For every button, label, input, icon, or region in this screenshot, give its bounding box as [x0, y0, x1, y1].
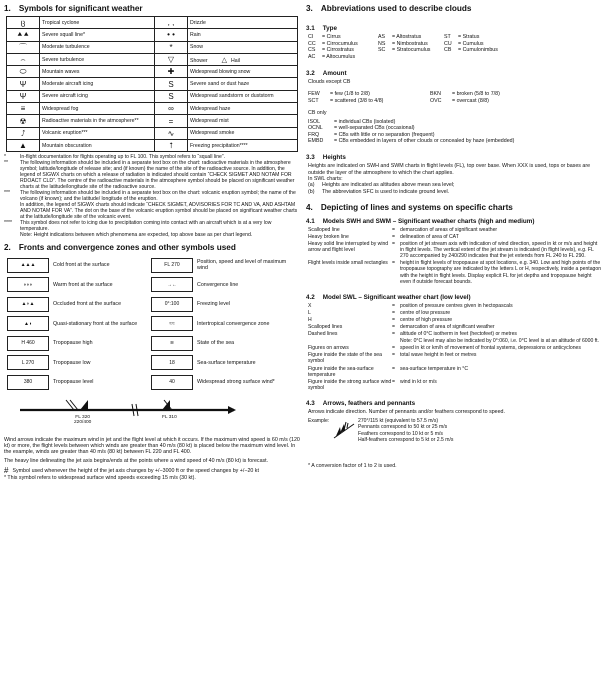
symbol-row — [7, 103, 298, 115]
mountain-obscuration-icon: ▲ — [7, 139, 40, 151]
symbol-label: Widespread smoke — [188, 127, 298, 139]
front-label: Cold front at the surface — [53, 262, 110, 269]
cloud-type-cell: = Altostratus — [392, 34, 422, 40]
front-row — [6, 294, 298, 314]
symbol-row — [7, 115, 298, 127]
front-icon-cell — [150, 353, 196, 373]
definition-cell: X — [308, 302, 312, 309]
symbol-label: Widespread mist — [188, 115, 298, 127]
front-row — [6, 353, 298, 373]
section-4-3-heading: 4.3 Arrows, feathers and pennants — [306, 399, 416, 407]
cloud-type-cell: NS — [378, 40, 386, 47]
front-icon-cell — [150, 255, 196, 275]
section-3-2-heading: 3.2 Amount — [306, 70, 347, 77]
note-text: The following information should be included in a separate text box on the chart: radioactive materials in the atmosphere symbol; latitude/longitude of release site; and (if known) the name of the site of the radioactive source. In addition, the legend of SIGWX charts on which a release of radiation is indicated should contain “CHECK SIGMET AND NOTAM FOR RDOACT CLD”. The centre of the radioactive materials in the atmosphere symbol should be placed on significant weather charts at the latitude/longitude site of the radioactive source. — [20, 160, 295, 191]
symbol-row — [7, 78, 298, 90]
widespread-sandstorm-icon: S — [155, 90, 188, 102]
symbol-row — [7, 127, 298, 139]
cb-cell: = individual CBs (isolated) — [334, 119, 396, 126]
symbol-label — [188, 53, 298, 65]
symbol-label: Severe aircraft icing — [40, 90, 155, 102]
jet-stream-diagram — [14, 396, 244, 436]
definition-cell: centre of low pressure — [400, 309, 451, 316]
front-label: Convergence line — [197, 281, 239, 288]
jet-level-1: FL 320 220/400 — [74, 414, 92, 426]
note — [4, 202, 300, 220]
cloud-type-cell: = Cirrus — [322, 34, 341, 40]
amount-intro: Clouds except CB — [308, 79, 351, 85]
definition-cell: = — [392, 345, 395, 352]
note — [4, 232, 300, 238]
definition-cell: Heavy solid line interrupted by wind arrow and flight level — [308, 241, 389, 254]
swl-list — [308, 182, 602, 195]
front-label: Intertropical convergence zone — [197, 320, 270, 327]
cloud-type-cell: = Altocumulus — [322, 53, 356, 60]
definition-cell — [308, 338, 392, 344]
section-4-heading: 4. Depicting of lines and systems on specific charts — [306, 202, 513, 212]
cb-cell: FRQ — [308, 131, 320, 138]
cloud-type-cell — [458, 54, 508, 61]
symbol-label: Drizzle — [188, 17, 298, 29]
arrow-example — [308, 418, 602, 443]
definition-cell: Figure inside the sea-surface temperature — [308, 365, 374, 378]
swl-cell: The abbreviation SFC is used to indicate ground level. — [322, 188, 450, 195]
symbol-row — [7, 17, 298, 29]
symbol-label: Widespread sandstorm or duststorm — [188, 90, 298, 102]
section-1-heading: 1. Symbols for significant weather — [4, 4, 143, 13]
definition-cell: Figures on arrows — [308, 345, 349, 352]
cloud-type-cell: AS — [378, 34, 386, 40]
definition-cell: = — [392, 316, 395, 323]
warm-front-icon: ◗◗◗ — [7, 277, 49, 292]
symbol-label: Snow — [188, 41, 298, 53]
quasi-stationary-front-icon: ▲◗ — [7, 316, 49, 331]
sea-state-icon: ≋ — [151, 336, 193, 351]
definition-cell: Figure inside the strong surface wind symbol — [308, 378, 392, 391]
front-label: Occluded front at the surface — [53, 301, 122, 308]
cb-abbreviations — [308, 119, 602, 144]
left-column — [4, 0, 300, 482]
definition-cell: = — [392, 241, 395, 248]
front-icon-cell — [150, 275, 196, 295]
definition-cell: = — [392, 302, 395, 309]
symbol-label: Freezing precipitation**** — [188, 139, 298, 151]
definition-cell: sea-surface temperature in °C — [400, 365, 469, 372]
symbol-label: Rain — [188, 29, 298, 41]
severe-turbulence-icon: ⌢ — [7, 53, 40, 65]
front-icon-cell — [6, 255, 52, 275]
definition-cell: L — [308, 309, 311, 316]
freezing-precipitation-icon: ⭡ — [155, 139, 188, 151]
front-label: Tropopause low — [53, 359, 91, 366]
amount-cell: OVC — [430, 97, 442, 104]
symbol-row — [7, 29, 298, 41]
swh-swm-definitions — [308, 227, 602, 286]
note-marker: * — [4, 154, 6, 161]
definition-cell: = — [392, 378, 395, 385]
cb-cell: ISOL — [308, 119, 321, 126]
widespread-smoke-icon: ∿ — [155, 127, 188, 139]
front-label: Quasi-stationary front at the surface — [53, 320, 138, 327]
definition-cell: Flight levels inside small rectangles — [308, 260, 388, 267]
definition-cell: altitude of 0°C isotherm in feet (hectofeet) or metres — [400, 331, 517, 338]
section-3-1-heading: 3.1 Type — [306, 25, 337, 32]
symbol-row — [7, 41, 298, 53]
note-marker: *** — [4, 190, 10, 197]
symbol-row — [7, 139, 298, 151]
amount-cell: = broken (5/8 to 7/8) — [452, 91, 500, 98]
freezing-level-icon: 0°:100 — [151, 297, 193, 312]
note-text: In-flight documentation for flights operating up to FL 100. This symbol refers to “squall line”. — [20, 154, 225, 161]
definition-cell: Heavy broken line — [308, 233, 349, 240]
front-label: Widespread strong surface wind* — [197, 379, 275, 386]
cloud-type-cell: AC — [308, 53, 316, 60]
definition-cell: delineation of area of CAT — [400, 233, 459, 240]
definition-cell: Scalloped lines — [308, 323, 343, 330]
definition-cell: position of pressure centres given in hectopascals — [400, 302, 513, 309]
definition-cell: centre of high pressure — [400, 316, 453, 323]
front-icon-cell — [6, 294, 52, 314]
cb-cell: EMBD — [308, 138, 324, 145]
symbol-label: Tropical cyclone — [40, 17, 155, 29]
arrows-text: Arrows indicate direction. Number of pennants and/or feathers correspond to speed. — [308, 408, 505, 415]
definition-cell: H — [308, 316, 312, 323]
front-label: Freezing level — [197, 301, 230, 308]
note-marker: **** — [4, 220, 12, 227]
widespread-haze-icon: ∞ — [155, 103, 188, 115]
swl-cell: Heights are indicated as altitudes above mean sea level; — [322, 182, 455, 189]
drizzle-icon: , , — [155, 17, 188, 29]
definition-cell: Scalloped line — [308, 226, 340, 233]
cloud-type-cell: = Stratocumulus — [392, 47, 431, 53]
cloud-type-cell: = Cirrocumulus — [322, 40, 358, 47]
symbol-label: Widespread haze — [188, 103, 298, 115]
wind-footnote: * This symbol refers to widespread surface wind speeds exceeding 15 m/s (30 kt). — [4, 475, 196, 482]
swl-cell: (a) — [308, 182, 315, 189]
front-row — [6, 333, 298, 353]
definition-cell: total wave height in feet or metres — [400, 352, 477, 359]
jet-change-note: # Symbol used whenever the height of the jet axis changes by +/−3000 ft or the speed changes by +/−20 kt — [4, 465, 259, 475]
front-icon-cell — [6, 333, 52, 353]
section-3-3-heading: 3.3 Heights — [306, 154, 346, 162]
definition-cell — [392, 338, 400, 344]
definition-cell: Dashed lines — [308, 331, 338, 338]
swl-definitions — [308, 303, 602, 392]
jet-example — [14, 396, 300, 436]
amount-cell: FEW — [308, 91, 320, 98]
definition-cell: = — [392, 365, 395, 372]
cloud-type-cell: = Cirrostratus — [322, 47, 354, 53]
note-marker — [4, 232, 20, 238]
severe-sand-dust-haze-icon: S — [155, 78, 188, 90]
symbol-label: Widespread fog — [40, 103, 155, 115]
itcz-icon: ≈≈ — [151, 316, 193, 331]
front-icon-cell — [150, 333, 196, 353]
front-icon-cell — [150, 372, 196, 392]
definition-cell: position of jet stream axis with indication of wind direction, speed in kt or m/s and height in flight levels. The vertical extent of the jet stream is indicated (in flight levels), e.g. FL 270 accompanied by 240/290 indicates that the jet extends from FL 240 to FL 290. — [400, 241, 598, 260]
cold-front-icon: ▲▲▲ — [7, 258, 49, 273]
strong-surface-wind-icon: 40 — [151, 375, 193, 390]
cloud-type-cell: = Nimbostratus — [392, 40, 428, 47]
definition-cell: = — [392, 260, 395, 267]
symbol-label: Mountain obscuration — [40, 139, 155, 151]
symbol-label: Severe sand or dust haze — [188, 78, 298, 90]
note — [4, 220, 300, 232]
example-label: Example: — [308, 418, 330, 425]
front-label: Tropopause level — [53, 379, 94, 386]
heights-text: Heights are indicated on SWH and SWM charts in flight levels (FL), top over base. When XXX is used, tops or bases are outside the layer of the atmosphere to which the chart applies. — [308, 163, 591, 176]
symbol-notes — [4, 154, 300, 238]
symbol-label: Severe squall line* — [40, 29, 155, 41]
definition-cell: height in flight levels of tropopause at spot locations, e.g. 340. Low and high points of the tropopause topography are indicated by the letters L or H, respectively, inside a pentagon with the height in flight levels. Display explicit FL for jet depths and tropopause height even if outside forecast bounds. — [400, 260, 602, 285]
amount-cell: = overcast (8/8) — [452, 97, 489, 104]
front-row — [6, 275, 298, 295]
swl-intro: In SWL charts: — [308, 175, 343, 182]
definition-cell: wind in kt or m/s — [400, 378, 437, 385]
severe-squall-line-icon: ⯅⯅ — [7, 29, 40, 41]
conversion-footnote: * A conversion factor of 1 to 2 is used. — [308, 463, 397, 470]
cb-only-label: CB only — [308, 109, 327, 116]
tropopause-low-icon: L 270 — [7, 355, 49, 370]
symbol-label: Volcanic eruption*** — [40, 127, 155, 139]
front-label: State of the sea — [197, 340, 235, 347]
symbol-row — [7, 90, 298, 102]
cloud-amounts — [308, 91, 602, 104]
amount-cell: = few (1/8 to 2/8) — [330, 91, 370, 98]
heavy-line-text: The heavy line delineating the jet axis begins/ends at the points where a wind speed of 40 m/s (80 kt) is forecast. — [4, 457, 269, 464]
tropopause-high-icon: H 460 — [7, 336, 49, 351]
front-label: Sea-surface temperature — [197, 359, 256, 366]
cloud-type-cell: CU — [444, 40, 452, 47]
note-text: Note: Height indications between which phenomena are expected, top above base as per chart legend. — [20, 232, 253, 239]
moderate-aircraft-icing-icon: Ψ — [7, 78, 40, 90]
tropopause-level-icon: 380 — [7, 375, 49, 390]
definition-cell: speed in kt or km/h of movement of frontal systems, depressions or anticyclones — [400, 345, 581, 352]
moderate-turbulence-icon: ⌒ — [7, 41, 40, 53]
section-3-heading: 3. Abbreviations used to describe clouds — [306, 4, 472, 13]
jet-level-2: FL 310 — [162, 414, 177, 420]
amount-cell: SCT — [308, 97, 319, 104]
cloud-type-cell: = Stratus — [458, 34, 480, 40]
example-line-4: Half-feathers correspond to 5 kt or 2.5 m/s — [358, 436, 454, 443]
cloud-type-cell: ST — [444, 34, 451, 40]
section-4-1-heading: 4.1 Models SWH and SWM – Significant weather charts (high and medium) — [306, 217, 535, 225]
front-icon-cell — [6, 314, 52, 334]
shower-icon: ▽ — [155, 53, 188, 65]
cloud-type-cell: CC — [308, 40, 316, 47]
front-icon-cell — [150, 294, 196, 314]
section-2-heading: 2. Fronts and convergence zones and other symbols used — [4, 243, 236, 253]
swl-cell: (b) — [308, 188, 315, 195]
front-icon-cell — [6, 353, 52, 373]
cloud-types — [308, 34, 602, 60]
definition-cell: = — [392, 233, 395, 240]
front-icon-cell — [6, 275, 52, 295]
front-row — [6, 372, 298, 392]
front-label: Tropopause high — [53, 340, 93, 347]
mountain-waves-icon: ⬭ — [7, 66, 40, 78]
symbol-label: Radioactive materials in the atmosphere** — [40, 115, 155, 127]
radioactive-materials-icon: ☢ — [7, 115, 40, 127]
symbol-label: Severe turbulence — [40, 53, 155, 65]
symbol-row — [7, 53, 298, 65]
note-text: This symbol does not refer to icing due to precipitation coming into contact with an aircraft which is at a very low temperature. — [20, 220, 272, 233]
definition-cell: Note: 0°C level may also be indicated by 0°:060, i.e. 0°C level is at an altitude of 6000 ft. — [400, 338, 599, 345]
symbols-table — [6, 16, 298, 152]
note-marker — [4, 202, 20, 220]
fronts-table — [6, 255, 298, 392]
symbol-label: Mountain waves — [40, 66, 155, 78]
cb-cell: = well-separated CBs (occasional) — [334, 125, 415, 132]
widespread-blowing-snow-icon: ✚ — [155, 66, 188, 78]
note-marker: ** — [4, 160, 8, 167]
front-label: Warm front at the surface — [53, 281, 113, 288]
occluded-front-icon: ▲◗▲ — [7, 297, 49, 312]
cloud-type-cell — [444, 54, 458, 61]
feather-arrow-icon — [332, 418, 358, 443]
note — [4, 190, 300, 202]
note — [4, 160, 300, 190]
example-line-1: 270°/115 kt (equivalent to 57.5 m/s) — [358, 418, 439, 425]
definition-cell: = — [392, 323, 395, 330]
cloud-type-cell: SC — [378, 47, 386, 53]
widespread-mist-icon: = — [155, 115, 188, 127]
jet-max-wind-icon: FL 270 — [151, 258, 193, 273]
definition-cell: Figure inside the state of the sea symbol — [308, 352, 382, 365]
widespread-fog-icon: ≡ — [7, 103, 40, 115]
cb-cell: = CBs with little or no separation (frequent) — [334, 131, 435, 138]
symbol-row — [7, 66, 298, 78]
cloud-type-cell — [378, 54, 392, 61]
example-line-2: Pennants correspond to 50 kt or 25 m/s — [358, 424, 448, 431]
symbol-label: Hail — [230, 57, 240, 64]
cb-cell: = CBs embedded in layers of other clouds or concealed by haze (embedded) — [334, 138, 515, 145]
jet-change-icon: # — [4, 465, 9, 475]
cloud-type-cell: CS — [308, 47, 316, 53]
front-icon-cell — [6, 372, 52, 392]
definition-cell: = — [392, 309, 395, 316]
symbol-label: Moderate aircraft icing — [40, 78, 155, 90]
definition-cell: demarcation of areas of significant weather — [400, 226, 498, 233]
definition-cell: = — [392, 331, 395, 338]
definition-cell: demarcation of area of significant weather — [400, 323, 495, 330]
front-label: Position, speed and level of maximum wind — [197, 259, 287, 272]
definition-cell: = — [392, 352, 395, 359]
front-icon-cell — [150, 314, 196, 334]
convergence-line-icon: →← — [151, 277, 193, 292]
cloud-type-cell: CB — [444, 47, 452, 53]
cb-cell: OCNL — [308, 125, 323, 132]
front-row — [6, 255, 298, 275]
amount-cell: BKN — [430, 91, 441, 98]
note-text: In addition, the legend of SIGWX charts should indicate “CHECK SIGMET, ADVISORIES FOR TC AND VA, AND ASHTAM AND NOTAM FOR VA”. The dot on the base of the volcanic eruption symbol should be placed on significant weather charts at the latitude/longitude site of the volcanic event. — [20, 202, 298, 221]
cloud-type-cell — [392, 54, 444, 61]
tropical-cyclone-icon: ც — [7, 17, 40, 29]
front-row — [6, 314, 298, 334]
volcanic-eruption-icon: ⭜ — [7, 127, 40, 139]
symbol-label: Shower — [190, 57, 208, 64]
section-4-2-heading: 4.2 Model SWL – Significant weather chart (low level) — [306, 293, 471, 301]
cloud-type-cell: = Cumulus — [458, 40, 484, 47]
right-column — [306, 0, 602, 469]
amount-cell: = scattered (3/8 to 4/8) — [330, 97, 384, 104]
note-text: The following information should be included in a separate text box on the chart: volcanic eruption symbol; the name of the volcano (if known); and the latitude/ longitude of the eruption. — [20, 190, 296, 203]
jet-text: Wind arrows indicate the maximum wind in jet and the flight level at which it occurs. If the maximum wind speed is 60 m/s (120 kt) or more, the flight levels between which winds are greater than 40 m/s (80 kt) is placed below the maximum wind level. In the example, winds are greater than 40 m/s (80 kt) between FL 220 and FL 400. — [4, 436, 300, 456]
hail-icon: △ — [221, 56, 227, 64]
symbol-label: Widespread blowing snow — [188, 66, 298, 78]
cloud-type-cell: = Cumulonimbus — [458, 47, 498, 53]
definition-cell: = — [392, 226, 395, 233]
example-line-3: Feathers correspond to 10 kt or 5 m/s — [358, 430, 443, 437]
cloud-type-cell: CI — [308, 34, 314, 40]
severe-aircraft-icing-icon: Ψ — [7, 90, 40, 102]
snow-icon: * — [155, 41, 188, 53]
symbol-label: Moderate turbulence — [40, 41, 155, 53]
rain-icon: • • — [155, 29, 188, 41]
sea-surface-temperature-icon: 18 — [151, 355, 193, 370]
